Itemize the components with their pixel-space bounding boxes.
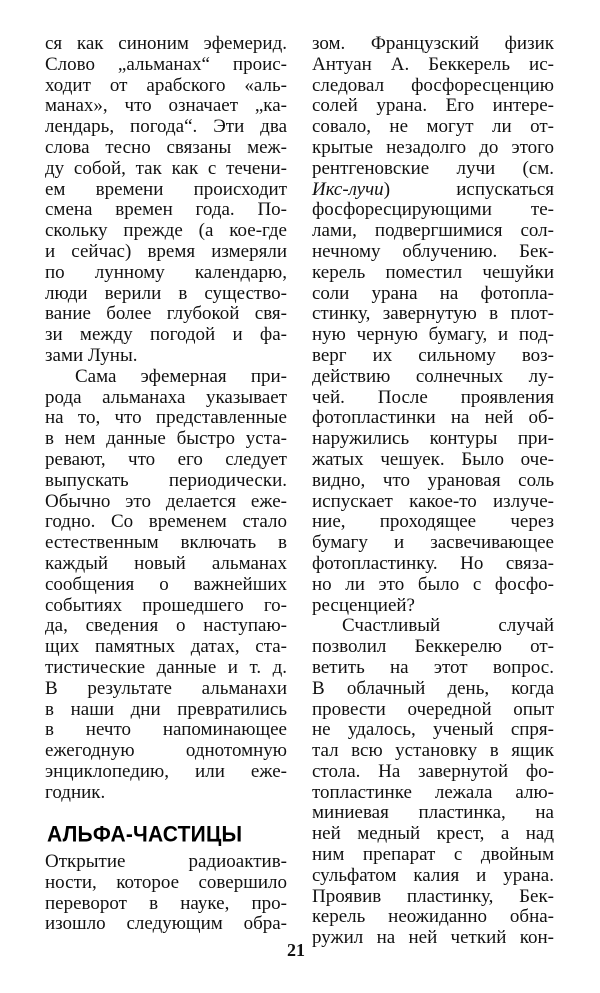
text-line: ности, которое совершило [45, 871, 287, 893]
text-line: керель неожиданно обна- [312, 906, 554, 928]
text-line: ся как синоним эфемерид. [45, 33, 287, 54]
text-line: Икс-лучи) испускаться [312, 178, 554, 200]
text-line: ходит от арабского «аль- [45, 74, 287, 96]
paragraph-becquerel-experiment [312, 34, 554, 616]
text-line: жатых чешуек. Было оче- [312, 448, 554, 470]
right-column [312, 34, 554, 949]
text-line: соли урана на фотопла- [312, 282, 554, 304]
text-line: крытые незадолго до этого [312, 136, 554, 158]
text-line: сообщения о важнейших [45, 573, 287, 595]
text-line: Счастливый случай [342, 615, 554, 637]
text-line: ним препарат с двойным [312, 844, 554, 866]
text-line: тистические данные и т. д. [45, 656, 287, 678]
cross-reference-term: Икс-лучи [312, 178, 384, 200]
paragraph-almanac-nature [45, 367, 287, 804]
text-line: фотопластинки на ней об- [312, 407, 554, 429]
text-line: по лунному календарю, [45, 261, 287, 283]
paragraph-almanac-origin [45, 34, 287, 367]
text-line: ние, проходящее через [312, 511, 554, 533]
text-line: ду собой, так как с течени- [45, 157, 287, 179]
text-line: бумагу и засвечивающее [312, 532, 554, 554]
text-line: ежегодную однотомную [45, 740, 287, 762]
text-line: и сейчас) время измеряли [45, 240, 287, 262]
text-line: Обычно это делается еже- [45, 490, 287, 512]
text-line: стинку, завернутую в плот- [312, 303, 554, 325]
text-line: следовал фосфоресценцию [312, 74, 554, 96]
text-line: да, сведения о наступаю- [45, 615, 287, 637]
text-line: провести очередной опыт [312, 698, 554, 720]
text-line: нечному облучению. Бек- [312, 240, 554, 262]
text-line: сульфатом калия и урана. [312, 864, 554, 886]
text-line: В облачный день, когда [312, 677, 554, 699]
text-line: ней медный крест, а над [312, 823, 554, 845]
text-line: позволил Беккерелю от- [312, 636, 554, 658]
text-line: зами Луны. [45, 344, 138, 366]
text-line: в нечто напоминающее [45, 719, 287, 741]
left-column-after-heading [45, 852, 287, 935]
text-line: слова тесно связаны меж- [45, 136, 287, 158]
text-line: не удалось, ученый спря- [312, 719, 554, 741]
text-line: изошло следующим обра- [45, 913, 287, 935]
text-line: зи между погодой и фа- [45, 324, 287, 346]
text-line: люди верили в существо- [45, 282, 287, 304]
paragraph-lucky-chance [312, 616, 554, 949]
text-line: Сама эфемерная при- [75, 365, 287, 387]
text-line: тал всю установку в ящик [312, 740, 554, 762]
text-line: ем времени происходит [45, 178, 287, 200]
text-line: В результате альманахи [45, 677, 287, 699]
text-line: ресценцией? [312, 594, 415, 616]
text-line: действию солнечных лу- [312, 365, 554, 387]
text-line: в нем данные быстро уста- [45, 428, 287, 450]
text-line: скольку прежде (а кое-где [45, 220, 287, 242]
text-line: каждый новый альманах [45, 552, 287, 574]
paragraph-alpha-intro [45, 852, 287, 935]
text-line: лендарь, погода“. Эти два [45, 116, 287, 138]
text-line: энциклопедию, или еже- [45, 760, 287, 782]
text-line: событиях прошедшего го- [45, 594, 287, 616]
text-line: но ли это было с фосфо- [312, 573, 554, 595]
text-line: зом. Французский физик [312, 33, 554, 54]
text-line: смена времен года. По- [45, 199, 287, 221]
text-line: вание более глубокой свя- [45, 303, 287, 325]
text-line: фотопластинку. Но связа- [312, 552, 554, 574]
text-line: выпускать периодически. [45, 469, 287, 491]
text-line: Слово „альманах“ проис- [45, 53, 287, 75]
text-line: естественным включать в [45, 532, 287, 554]
page-number: 21 [287, 940, 305, 960]
text-line: верг их сильному воз- [312, 344, 554, 366]
text-line: фосфоресцирующими те- [312, 199, 554, 221]
text-line: ружил на ней четкий кон- [312, 927, 554, 949]
text-line: рентгеновские лучи (см. [312, 157, 554, 179]
text-line: Открытие радиоактив- [45, 851, 287, 872]
text-line: чей. После проявления [312, 386, 554, 408]
text-line: видно, что урановая соль [312, 469, 554, 491]
text-line: лами, подвергшимися сол- [312, 220, 554, 242]
text-line: ветить на этот вопрос. [312, 656, 554, 678]
left-column [45, 34, 287, 803]
text-line: Антуан А. Беккерель ис- [312, 53, 554, 75]
text-line: щих памятных датах, ста- [45, 636, 287, 658]
text-line: в наши дни превратились [45, 698, 287, 720]
text-line: стола. На завернутой фо- [312, 760, 554, 782]
text-line: рода альманаха указывает [45, 386, 287, 408]
text-line: испускает какое-то излуче- [312, 490, 554, 512]
text-line: Проявив пластинку, Бек- [312, 885, 554, 907]
text-line: солей урана. Его интере- [312, 95, 554, 117]
text-line: годно. Со временем стало [45, 511, 287, 533]
text-line: годник. [45, 781, 106, 803]
text-line: на то, что представленные [45, 407, 287, 429]
text-line: миниевая пластинка, на [312, 802, 554, 824]
text-line: переворот в науке, про- [45, 892, 287, 914]
text-line: наружились контуры при- [312, 428, 554, 450]
section-heading: АЛЬФА-ЧАСТИЦЫ [47, 822, 243, 847]
text-line: совало, не могут ли от- [312, 116, 554, 138]
text-line: ревают, что его следует [45, 448, 287, 470]
text-line: ную черную бумагу, и под- [312, 324, 554, 346]
text-line: топластинке лежала алю- [312, 781, 554, 803]
text-line: керель поместил чешуйки [312, 261, 554, 283]
text-line: манах», что означает „ка- [45, 95, 287, 117]
